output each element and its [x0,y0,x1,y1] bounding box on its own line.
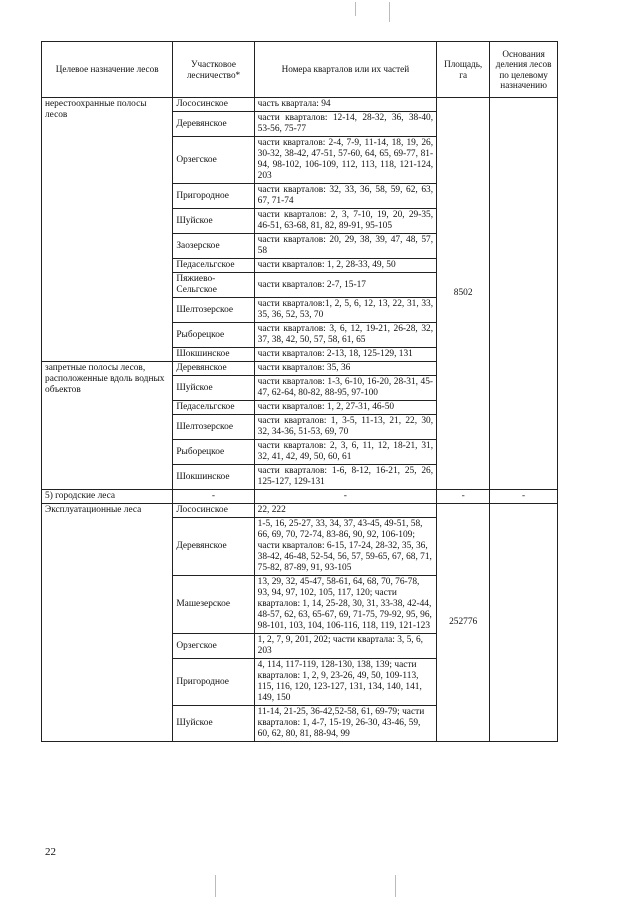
blocks-cell: части кварталов:1, 2, 5, 6, 12, 13, 22, 31, 33, 35, 36, 52, 53, 70 [254,298,436,323]
blocks-cell: части кварталов: 20, 29, 38, 39, 47, 48, 57, 58 [254,234,436,259]
blocks-cell: 1, 2, 7, 9, 201, 202; части квартала: 3, 5, 6, 203 [254,634,436,659]
table-row [42,98,558,112]
blocks-cell: части кварталов: 2-13, 18, 125-129, 131 [254,348,436,362]
purpose-cell: запретные полосы лесов, расположенные вдоль водных объектов [42,362,173,490]
purpose-cell: 5) городские леса [42,490,173,504]
forestry-cell: Лососинское [173,504,254,518]
area-cell: 252776 [437,504,490,742]
forestry-cell: Шуйское [173,376,254,401]
blocks-cell: часть квартала: 94 [254,98,436,112]
blocks-cell: 13, 29, 32, 45-47, 58-61, 64, 68, 70, 76-78, 93, 94, 97, 102, 105, 117, 120; части кварталов: 1, 14, 25-28, 30, 31, 33-38, 42-44, 48-57, 62, 63, 65-67, 69, 71-75, 79-92, 95, 96, 98-101, 103, 104, 106-116, 118, 119, 121-123 [254,576,436,634]
header-basis: Основания деления лесов по целевому назначению [490,42,558,98]
forestry-cell: Педасельгское [173,401,254,415]
forest-purpose-table [41,41,558,742]
blocks-cell: части кварталов: 2-7, 15-17 [254,273,436,298]
forestry-cell: Пяжиево-Сельгское [173,273,254,298]
blocks-cell: 1-5, 16, 25-27, 33, 34, 37, 43-45, 49-51, 58, 66, 69, 70, 72-74, 83-86, 90, 92, 106-109; части кварталов: 6-15, 17-24, 28-32, 35, 36, 38-42, 46-48, 52-54, 56, 57, 59-65, 67, 68, 71, 75-82, 87-89, 91, 93-105 [254,518,436,576]
blocks-cell: части кварталов: 1-3, 6-10, 16-20, 28-31, 45-47, 62-64, 80-82, 88-95, 97-100 [254,376,436,401]
forestry-cell: Шуйское [173,209,254,234]
blocks-cell: 11-14, 21-25, 36-42,52-58, 61, 69-79; части кварталов: 1, 4-7, 15-19, 26-30, 43-46, 59, 60, 62, 80, 81, 88-94, 99 [254,706,436,742]
forestry-cell: Рыборецкое [173,323,254,348]
blocks-cell: 4, 114, 117-119, 128-130, 138, 139; части кварталов: 1, 2, 9, 23-26, 49, 50, 109-113, 115, 116, 120, 123-127, 131, 134, 140, 141, 149, 150 [254,659,436,706]
forestry-cell: Пригородное [173,184,254,209]
forestry-cell: Шелтозерское [173,415,254,440]
scan-mark [395,875,396,897]
header-blocks: Номера кварталов или их частей [254,42,436,98]
basis-cell [490,504,558,742]
area-cell: 8502 [437,98,490,490]
forestry-cell: Орзегское [173,634,254,659]
purpose-cell: нерестоохранные полосы лесов [42,98,173,362]
blocks-cell: части кварталов: 2, 3, 6, 11, 12, 18-21, 31, 32, 41, 42, 49, 50, 60, 61 [254,440,436,465]
blocks-cell: 22, 222 [254,504,436,518]
forestry-cell: Лососинское [173,98,254,112]
table-row [42,490,558,504]
forestry-cell: Деревянское [173,362,254,376]
scan-mark [389,2,390,22]
forestry-cell: Шокшинское [173,348,254,362]
blocks-cell: части кварталов: 1, 3-5, 11-13, 21, 22, 30, 32, 34-36, 51-53, 69, 70 [254,415,436,440]
forestry-cell: Заозерское [173,234,254,259]
blocks-cell: части кварталов: 2-4, 7-9, 11-14, 18, 19, 26, 30-32, 38-42, 47-51, 57-60, 64, 65, 69-77, 81-94, 98-102, 106-109, 112, 113, 118, 121-124, 203 [254,137,436,184]
forestry-cell: Шуйское [173,706,254,742]
blocks-cell: части кварталов: 32, 33, 36, 58, 59, 62, 63, 67, 71-74 [254,184,436,209]
forestry-cell: Деревянское [173,518,254,576]
page-number: 22 [45,846,56,858]
forestry-cell: Машезерское [173,576,254,634]
forestry-cell: - [173,490,254,504]
header-area: Площадь, га [437,42,490,98]
forestry-cell: Шокшинское [173,465,254,490]
forestry-cell: Орзегское [173,137,254,184]
forestry-cell: Пригородное [173,659,254,706]
header-purpose: Целевое назначение лесов [42,42,173,98]
basis-cell: - [490,490,558,504]
table-row [42,504,558,518]
blocks-cell: части кварталов: 12-14, 28-32, 36, 38-40, 53-56, 75-77 [254,112,436,137]
forestry-cell: Деревянское [173,112,254,137]
scan-mark [215,875,216,897]
blocks-cell: части кварталов: 1-6, 8-12, 16-21, 25, 26, 125-127, 129-131 [254,465,436,490]
purpose-cell: Эксплуатационные леса [42,504,173,742]
basis-cell [490,98,558,490]
forestry-cell: Шелтозерское [173,298,254,323]
scan-mark [355,2,356,16]
forestry-cell: Педасельгское [173,259,254,273]
blocks-cell: части кварталов: 1, 2, 27-31, 46-50 [254,401,436,415]
forestry-cell: Рыборецкое [173,440,254,465]
blocks-cell: части кварталов: 3, 6, 12, 19-21, 26-28, 32, 37, 38, 42, 50, 57, 58, 61, 65 [254,323,436,348]
area-cell: - [437,490,490,504]
blocks-cell: части кварталов: 1, 2, 28-33, 49, 50 [254,259,436,273]
blocks-cell: части кварталов: 35, 36 [254,362,436,376]
blocks-cell: части кварталов: 2, 3, 7-10, 19, 20, 29-35, 46-51, 63-68, 81, 82, 89-91, 95-105 [254,209,436,234]
blocks-cell: - [254,490,436,504]
header-forestry: Участковое лесничество* [173,42,254,98]
